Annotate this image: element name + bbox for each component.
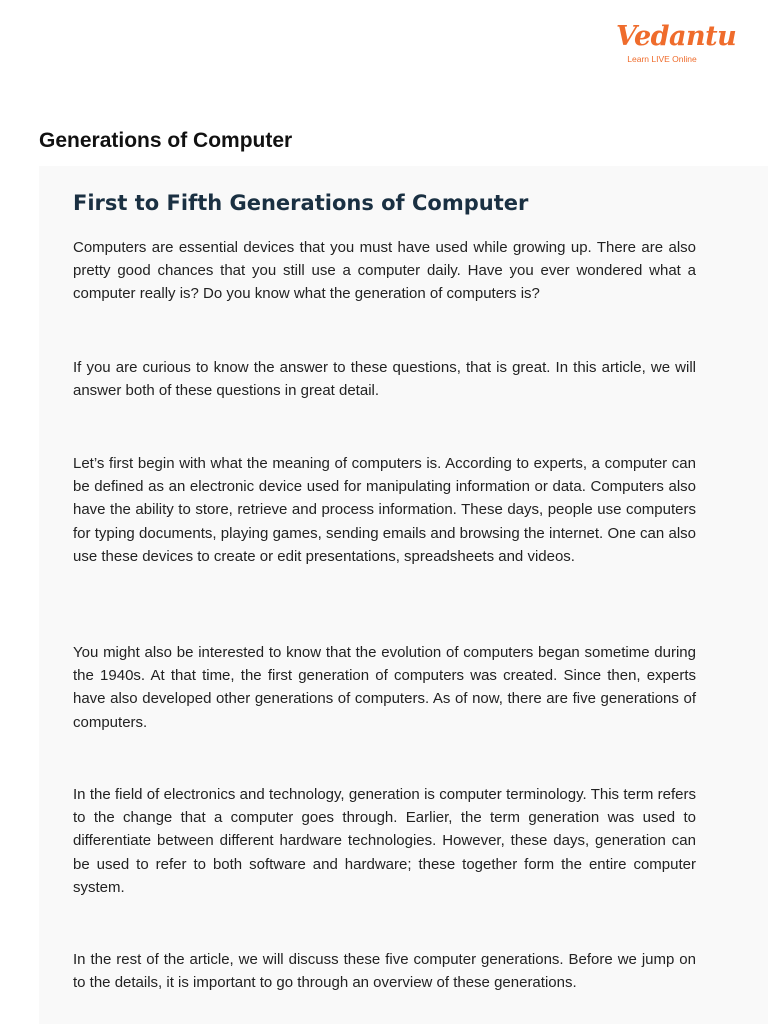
logo-tagline: Learn LIVE Online: [627, 54, 697, 64]
article-paragraph: In the field of electronics and technology, generation is computer terminology. This term refers to the change that a computer goes through. Earlier, the term generation was used to differentiate between different hardware technologies. However, these days, generation can be used to refer to both software and hardware; these together form the entire computer system.: [73, 786, 696, 896]
article-paragraph: Let’s first begin with what the meaning of computers is. According to experts, a computer can be defined as an electronic device used for manipulating information or data. Computers also have the ability to store, retrieve and process information. These days, people use computers for typing documents, playing games, sending emails and browsing the internet. One can also use these devices to create or edit presentations, spreadsheets and videos.: [73, 455, 696, 565]
article-paragraph: In the rest of the article, we will discuss these five computer generations. Before we jump on to the details, it is important to go through an overview of these generations.: [73, 951, 696, 992]
article-paragraph: You might also be interested to know that the evolution of computers began sometime during the 1940s. At that time, the first generation of computers was created. Since then, experts have also developed other generations of computers. As of now, there are five generations of computers.: [73, 644, 696, 731]
article-paragraph: If you are curious to know the answer to these questions, that is great. In this article, we will answer both of these questions in great detail.: [73, 359, 696, 400]
vedantu-logo: [616, 20, 737, 64]
article-paragraph: Computers are essential devices that you must have used while growing up. There are also pretty good chances that you still use a computer daily. Have you ever wondered what a computer really is? Do you know what the generation of computers is?: [73, 239, 696, 303]
logo-wordmark: Vedantu: [616, 21, 737, 52]
article-heading: First to Fifth Generations of Computer: [73, 191, 529, 215]
page-title: Generations of Computer: [39, 129, 293, 152]
